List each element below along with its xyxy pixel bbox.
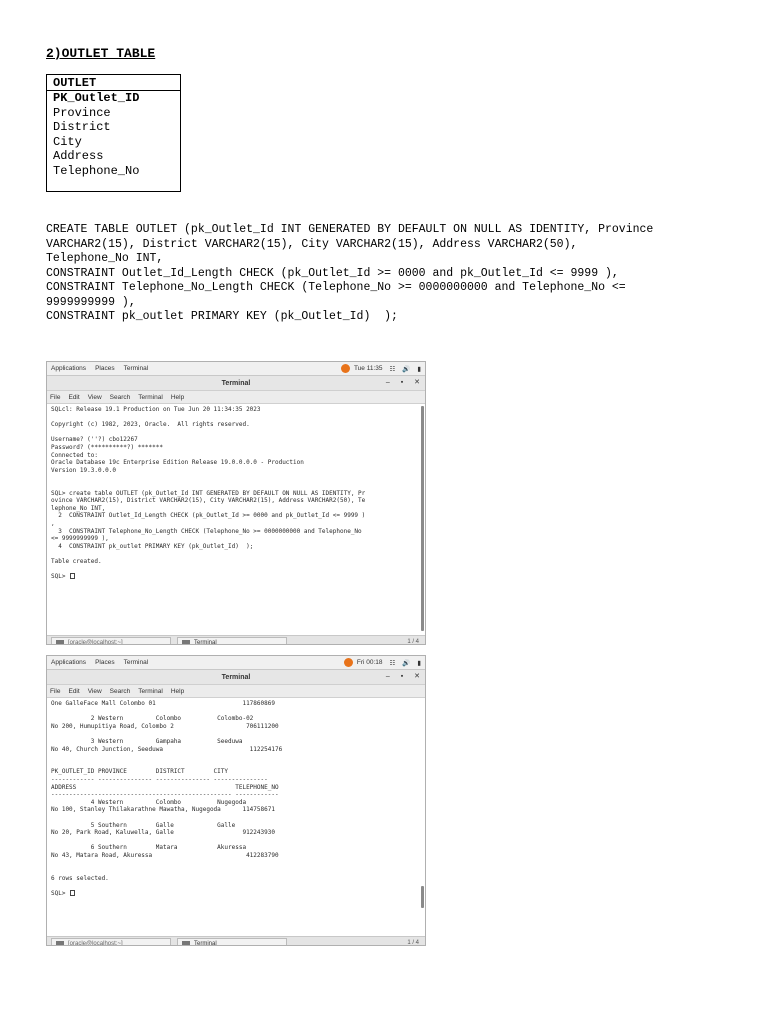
terminal-line	[51, 474, 421, 482]
places-menu[interactable]: Places	[95, 365, 115, 372]
terminal-line: ovince VARCHAR2(15), District VARCHAR2(15), City VARCHAR2(15), Address VARCHAR2(50), Te	[51, 497, 366, 505]
battery-icon[interactable]: ▮	[417, 365, 421, 373]
terminal-line	[51, 859, 421, 867]
workspace-pager[interactable]: 1 / 4	[407, 940, 419, 946]
terminal-line: PK_OUTLET_ID PROVINCE DISTRICT CITY	[51, 768, 229, 776]
terminal-prompt: SQL>	[51, 889, 70, 897]
desktop-top-bar	[47, 656, 425, 670]
entity-title: OUTLET	[47, 75, 180, 91]
terminal-line	[51, 730, 421, 738]
maximize-icon[interactable]: ▪	[400, 379, 404, 386]
terminal-prompt-line	[51, 573, 421, 581]
volume-icon[interactable]: 🔊	[402, 659, 411, 667]
clock[interactable]: Fri 00:18	[356, 659, 383, 666]
terminal-line: 2 Western Colombo Colombo-02	[51, 715, 254, 723]
terminal-line	[51, 837, 421, 845]
terminal-line	[51, 867, 421, 875]
scrollbar[interactable]	[421, 406, 424, 631]
minimize-icon[interactable]: –	[385, 379, 390, 386]
window-title: Terminal	[221, 673, 251, 681]
close-icon[interactable]: ✕	[414, 673, 420, 680]
terminal-cursor	[70, 573, 75, 579]
entity-attribute: PK_Outlet_ID	[53, 91, 140, 105]
applications-menu[interactable]: Applications	[51, 365, 87, 372]
terminal-line	[51, 882, 421, 890]
menu-edit[interactable]: Edit	[68, 393, 80, 401]
sql-line: CREATE TABLE OUTLET (pk_Outlet_Id INT GENERATED BY DEFAULT ON NULL AS IDENTITY, Province	[46, 223, 654, 236]
network-icon[interactable]: ☷	[389, 365, 396, 373]
menu-file[interactable]: File	[50, 687, 61, 695]
terminal-window-create	[46, 361, 426, 645]
terminal-app-menu[interactable]: Terminal	[123, 659, 149, 666]
network-icon[interactable]: ☷	[389, 659, 396, 667]
taskbar-item-terminal[interactable]: Terminal	[177, 637, 287, 645]
terminal-line: Copyright (c) 1982, 2023, Oracle. All rights reserved.	[51, 421, 250, 429]
terminal-line: 5 Southern Galle Galle	[51, 821, 236, 829]
terminal-line	[51, 708, 421, 716]
terminal-line	[51, 414, 421, 422]
terminal-line: 6 Southern Matara Akuressa	[51, 844, 247, 852]
terminal-line: 4 CONSTRAINT pk_outlet PRIMARY KEY (pk_Outlet_Id) );	[51, 542, 254, 550]
entity-attribute: City	[53, 134, 82, 149]
entity-attribute: Province	[53, 105, 111, 120]
workspace-pager[interactable]: 1 / 4	[407, 639, 419, 645]
close-icon[interactable]: ✕	[414, 379, 420, 386]
terminal-line	[51, 429, 421, 437]
terminal-line	[51, 482, 421, 490]
sql-line: CONSTRAINT Telephone_No_Length CHECK (Telephone_No >= 0000000000 and Telephone_No <=	[46, 281, 626, 294]
sql-line: CONSTRAINT Outlet_Id_Length CHECK (pk_Outlet_Id >= 0000 and pk_Outlet_Id <= 9999 ),	[46, 266, 619, 280]
terminal-line: Table created.	[51, 557, 102, 565]
terminal-line: lephone_No INT,	[51, 504, 106, 512]
places-menu[interactable]: Places	[95, 659, 115, 666]
terminal-line: -------------------------------------------------- ------------	[51, 791, 279, 799]
section-heading: 2)OUTLET TABLE	[46, 46, 156, 61]
terminal-line: ,	[51, 519, 55, 527]
terminal-output[interactable]	[47, 698, 425, 936]
entity-attributes	[47, 91, 180, 178]
terminal-line: No 40, Church Junction, Seeduwa 112254176	[51, 745, 283, 753]
volume-icon[interactable]: 🔊	[402, 365, 411, 373]
terminal-line: <= 9999999999 ),	[51, 535, 109, 543]
terminal-line: 4 Western Colombo Nugegoda	[51, 798, 247, 806]
sql-statement	[46, 223, 746, 325]
window-title: Terminal	[221, 379, 251, 387]
terminal-line: Password? (**********?) *******	[51, 443, 163, 451]
terminal-icon	[56, 941, 64, 947]
notification-icon[interactable]	[344, 658, 353, 667]
window-list-bar	[47, 635, 425, 645]
terminal-icon	[56, 640, 64, 646]
terminal-line	[51, 753, 421, 761]
terminal-icon	[182, 640, 190, 646]
notification-icon[interactable]	[341, 364, 350, 373]
menu-view[interactable]: View	[87, 393, 102, 401]
terminal-line	[51, 565, 421, 573]
menu-help[interactable]: Help	[170, 687, 185, 695]
terminal-line: One GalleFace Mall Colombo 01 117860869	[51, 700, 275, 707]
window-titlebar[interactable]	[47, 376, 425, 391]
terminal-line: No 200, Humupitiya Road, Colombo 2 706111200	[51, 722, 279, 730]
terminal-line: Connected to:	[51, 451, 98, 459]
terminal-line: SQL> create table OUTLET (pk_Outlet_Id INT GENERATED BY DEFAULT ON NULL AS IDENTITY, Pr	[51, 489, 366, 497]
menu-terminal[interactable]: Terminal	[138, 393, 163, 401]
menu-edit[interactable]: Edit	[68, 687, 80, 695]
terminal-line	[51, 814, 421, 822]
menu-view[interactable]: View	[87, 687, 102, 695]
terminal-prompt-line	[51, 890, 421, 898]
terminal-line: 2 CONSTRAINT Outlet_Id_Length CHECK (pk_Outlet_Id >= 0000 and pk_Outlet_Id <= 9999 )	[51, 512, 366, 520]
terminal-line: Version 19.3.0.0.0	[51, 466, 117, 474]
terminal-app-menu[interactable]: Terminal	[123, 365, 149, 372]
terminal-line: SQLcl: Release 19.1 Production on Tue Jun 20 11:34:35 2023	[51, 406, 261, 413]
terminal-line: Username? (''?) cbo12267	[51, 436, 138, 444]
terminal-menubar	[47, 391, 425, 404]
menu-search[interactable]: Search	[109, 393, 131, 401]
taskbar-item-terminal[interactable]: Terminal	[177, 938, 287, 946]
menu-search[interactable]: Search	[109, 687, 131, 695]
terminal-line: 3 CONSTRAINT Telephone_No_Length CHECK (Telephone_No >= 0000000000 and Telephone_No	[51, 527, 362, 535]
terminal-icon	[182, 941, 190, 947]
terminal-line	[51, 550, 421, 558]
entity-box	[46, 74, 181, 192]
sql-line: CONSTRAINT pk_outlet PRIMARY KEY (pk_Outlet_Id) );	[46, 310, 398, 323]
terminal-output[interactable]	[47, 404, 425, 635]
sql-line: VARCHAR2(15), District VARCHAR2(15), City VARCHAR2(15), Address VARCHAR2(50),	[46, 237, 578, 251]
terminal-line: No 43, Matara Road, Akuressa 412283790	[51, 851, 279, 859]
entity-attribute: Address	[53, 149, 104, 163]
sql-line: 9999999999 ),	[46, 295, 136, 309]
terminal-line: 3 Western Gampaha Seeduwa	[51, 737, 243, 745]
scrollbar[interactable]	[421, 886, 424, 908]
sql-line: Telephone_No INT,	[46, 252, 164, 265]
terminal-line	[51, 761, 421, 769]
menu-help[interactable]: Help	[170, 393, 185, 401]
terminal-line: ------------ --------------- --------------- ---------------	[51, 775, 268, 783]
terminal-prompt: SQL>	[51, 573, 70, 581]
battery-icon[interactable]: ▮	[417, 659, 421, 667]
applications-menu[interactable]: Applications	[51, 659, 87, 666]
window-titlebar[interactable]	[47, 670, 425, 685]
menu-terminal[interactable]: Terminal	[138, 687, 163, 695]
terminal-menubar	[47, 685, 425, 698]
terminal-cursor	[70, 890, 75, 896]
terminal-line: Oracle Database 19c Enterprise Edition Release 19.0.0.0.0 - Production	[51, 459, 304, 467]
taskbar-item-oracle[interactable]: [oracle@localhost:~]	[51, 938, 171, 946]
taskbar-item-oracle[interactable]: [oracle@localhost:~]	[51, 637, 171, 645]
entity-attribute: District	[53, 120, 111, 134]
terminal-line: ADDRESS TELEPHONE_NO	[51, 783, 279, 791]
window-list-bar	[47, 936, 425, 946]
terminal-line: No 100, Stanley Thilakarathne Mawatha, Nugegoda 114758671	[51, 806, 275, 814]
minimize-icon[interactable]: –	[385, 673, 390, 680]
terminal-line: 6 rows selected.	[51, 874, 109, 882]
desktop-top-bar	[47, 362, 425, 376]
terminal-line: No 20, Park Road, Kaluwella, Galle 912243930	[51, 829, 275, 837]
terminal-window-select	[46, 655, 426, 946]
menu-file[interactable]: File	[50, 393, 61, 401]
clock[interactable]: Tue 11:35	[353, 365, 383, 372]
maximize-icon[interactable]: ▪	[400, 673, 404, 680]
entity-attribute: Telephone_No	[53, 163, 140, 178]
